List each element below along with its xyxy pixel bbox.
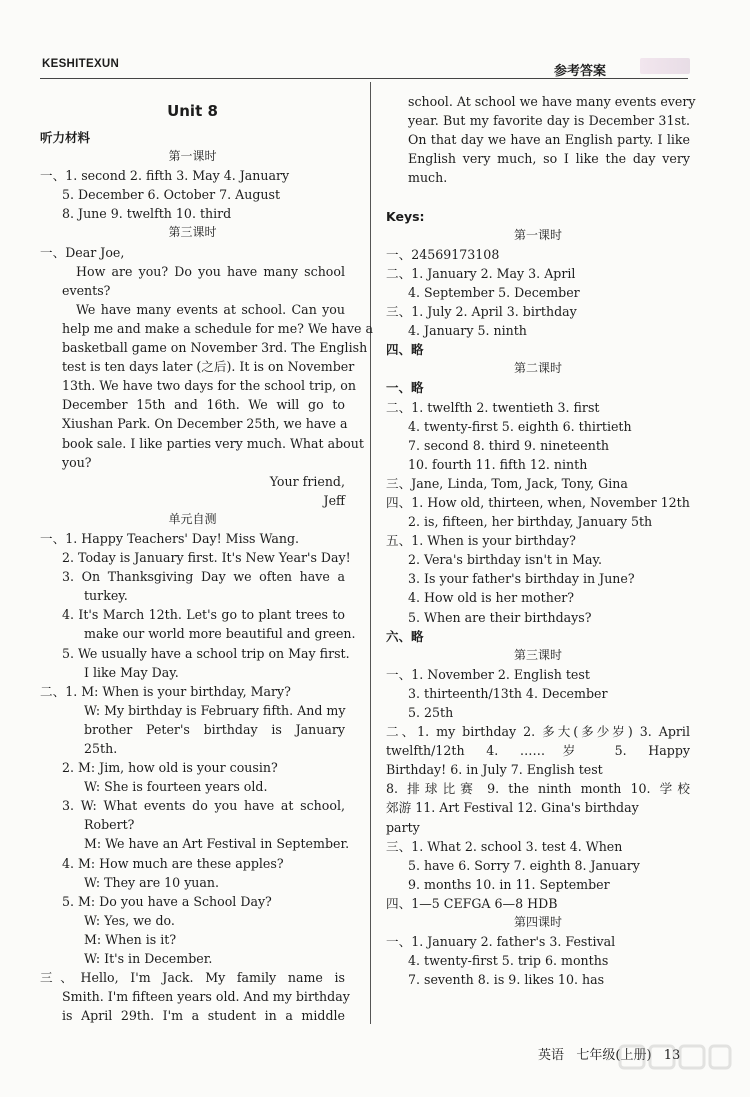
right-text-line: 7. second 8. third 9. nineteenth	[408, 437, 610, 453]
watermark-logo	[614, 1040, 734, 1092]
left-text-line: M: We have an Art Festival in September.	[84, 836, 350, 852]
right-text-line: 二、1. January 2. May 3. April	[386, 265, 576, 281]
left-text-line: W: She is fourteen years old.	[84, 779, 268, 795]
right-text-line: 一、1. January 2. father's 3. Festival	[386, 934, 616, 950]
left-text-line: 2. Today is January first. It's New Year's Day!	[62, 550, 351, 566]
left-text-line: W: Yes, we do.	[84, 912, 175, 928]
left-text-line: W: It's in December.	[84, 951, 213, 967]
left-text-line: 4. It's March 12th. Let's go to plant trees to	[62, 607, 345, 623]
right-text-line: 第四课时	[513, 915, 562, 930]
left-text-line: events?	[62, 282, 111, 298]
right-text-line: 第一课时	[513, 227, 562, 242]
right-text-line: 10. fourth 11. fifth 12. ninth	[408, 456, 588, 472]
right-text-line: 4. January 5. ninth	[408, 323, 527, 339]
section-title: 参考答案	[554, 64, 607, 79]
left-text-line: 4. M: How much are these apples?	[62, 855, 284, 871]
left-text-line: basketball game on November 3rd. The English	[62, 340, 368, 356]
left-text-line: 25th.	[84, 741, 118, 756]
right-text-line: 二、1. my birthday 2. 多大(多少岁) 3. April	[386, 724, 690, 740]
right-text-line: party	[386, 819, 420, 835]
left-text-line: Smith. I'm fifteen years old. And my birthday	[62, 989, 350, 1005]
right-text-line: 5. When are their birthdays?	[408, 609, 592, 625]
left-text-line: 二、1. M: When is your birthday, Mary?	[40, 683, 291, 699]
left-text-line: 5. We usually have a school trip on May first.	[62, 645, 350, 661]
right-text-line: 三、1. What 2. school 3. test 4. When	[386, 838, 623, 854]
left-text-line: 3. W: What events do you have at school,	[62, 798, 345, 814]
page-number: 13	[663, 1048, 681, 1063]
left-text-line: book sale. I like parties very much. What about	[62, 435, 364, 451]
left-text-line: 一、1. second 2. fifth 3. May 4. January	[40, 168, 290, 184]
left-text-line: test is ten days later (之后). It is on November	[62, 359, 355, 375]
left-text-line: you?	[62, 454, 92, 470]
right-text-line: much.	[408, 170, 448, 186]
right-text-line: 2. is, fifteen, her birthday, January 5th	[408, 514, 653, 530]
column-divider	[370, 82, 371, 1024]
right-text-line: 一、略	[386, 380, 424, 396]
right-text-line: 第二课时	[513, 361, 562, 376]
left-text-line: 三、Hello, I'm Jack. My family name is	[40, 970, 345, 986]
left-text-line: make our world more beautiful and green.	[84, 626, 356, 642]
left-text-line: is April 29th. I'm a student in a middle	[62, 1008, 345, 1024]
right-text-line: 二、1. twelfth 2. twentieth 3. first	[386, 399, 600, 415]
right-text-line: twelfth/12th 4. ……岁 5. Happy	[386, 743, 690, 759]
right-text-line: 六、略	[386, 628, 424, 644]
right-text-line: 一、24569173108	[386, 246, 500, 262]
right-text-line: Keys:	[386, 208, 425, 224]
right-text-line: 郊游 11. Art Festival 12. Gina's birthday	[386, 800, 639, 816]
left-text-line: 一、1. Happy Teachers' Day! Miss Wang.	[40, 530, 300, 546]
brand-label: KESHITEXUN	[42, 58, 120, 70]
left-text-line: turkey.	[84, 588, 128, 604]
left-text-line: 13th. We have two days for the school trip, on	[62, 378, 356, 394]
right-text-line: school. At school we have many events every	[408, 94, 696, 109]
right-text-line: 4. How old is her mother?	[408, 590, 575, 606]
right-text-line: 4. September 5. December	[408, 284, 580, 300]
right-text-line: 4. twenty-first 5. trip 6. months	[408, 953, 609, 969]
left-text-line: 5. December 6. October 7. August	[62, 187, 281, 203]
left-text-line: 2. M: Jim, how old is your cousin?	[62, 760, 278, 776]
left-text-line: December 15th and 16th. We will go to	[62, 397, 345, 413]
left-text-line: W: My birthday is February fifth. And my	[84, 702, 346, 718]
header-rule	[40, 78, 688, 79]
right-text-line: 四、1—5 CEFGA 6—8 HDB	[386, 895, 558, 911]
left-text-line: Jeff	[323, 492, 345, 508]
left-text-line: help me and make a schedule for me? We have a	[62, 320, 374, 336]
left-text-line: Xiushan Park. On December 25th, we have a	[62, 416, 348, 432]
footer-grade: 七年级(上册)	[576, 1048, 652, 1063]
right-text-line: 5. have 6. Sorry 7. eighth 8. January	[408, 857, 640, 873]
right-text-line: 五、1. When is your birthday?	[386, 533, 576, 549]
right-text-line: 四、1. How old, thirteen, when, November 12th	[386, 494, 690, 510]
left-text-line: 第一课时	[168, 149, 217, 164]
left-text-line: Your friend,	[269, 473, 345, 489]
right-text-line	[386, 187, 690, 206]
right-text-line: year. But my favorite day is December 31st.	[408, 113, 690, 129]
footer-subject: 英语	[538, 1048, 565, 1063]
left-text-line: 8. June 9. twelfth 10. third	[62, 206, 232, 222]
right-text-line: 四、略	[386, 342, 424, 358]
right-text-line: On that day we have an English party. I like	[408, 132, 690, 148]
left-text-line: How are you? Do you have many school	[76, 263, 345, 279]
left-text-line: Unit 8	[167, 102, 218, 120]
right-text-line: 3. thirteenth/13th 4. December	[408, 685, 608, 701]
header-decoration	[640, 58, 690, 74]
right-text-line: 3. Is your father's birthday in June?	[408, 571, 635, 587]
left-text-line: Robert?	[84, 817, 135, 833]
right-text-line: English very much, so I like the day very	[408, 151, 690, 167]
left-text-line: I like May Day.	[84, 664, 179, 680]
right-text-line: 7. seventh 8. is 9. likes 10. has	[408, 972, 605, 988]
left-text-line: W: They are 10 yuan.	[84, 874, 220, 890]
right-text-line: 9. months 10. in 11. September	[408, 876, 610, 892]
right-text-line: 第三课时	[513, 647, 562, 662]
left-text-line: 听力材料	[40, 130, 91, 145]
right-text-line: 一、1. November 2. English test	[386, 666, 590, 682]
right-text-line: Birthday! 6. in July 7. English test	[386, 762, 603, 778]
left-column	[40, 100, 374, 1025]
left-text-line: 单元自测	[168, 511, 217, 526]
left-text-line: M: When is it?	[84, 931, 177, 947]
left-text-line: 5. M: Do you have a School Day?	[62, 893, 272, 909]
left-text-line: 3. On Thanksgiving Day we often have a	[62, 569, 345, 585]
left-text-line: 第三课时	[168, 225, 217, 240]
left-text-line: We have many events at school. Can you	[76, 301, 345, 317]
right-text-line: 三、1. July 2. April 3. birthday	[386, 304, 577, 320]
right-text-line: 2. Vera's birthday isn't in May.	[408, 552, 602, 568]
right-text-line: 4. twenty-first 5. eighth 6. thirtieth	[408, 418, 632, 434]
right-text-line: 三、Jane, Linda, Tom, Jack, Tony, Gina	[386, 475, 628, 491]
left-text-line: 一、Dear Joe,	[40, 244, 125, 260]
right-text-line: 5. 25th	[408, 705, 454, 720]
right-text-line: 8. 排球比赛 9. the ninth month 10. 学校	[386, 781, 690, 797]
right-column	[386, 92, 696, 989]
left-text-line: brother Peter's birthday is January	[84, 721, 345, 737]
